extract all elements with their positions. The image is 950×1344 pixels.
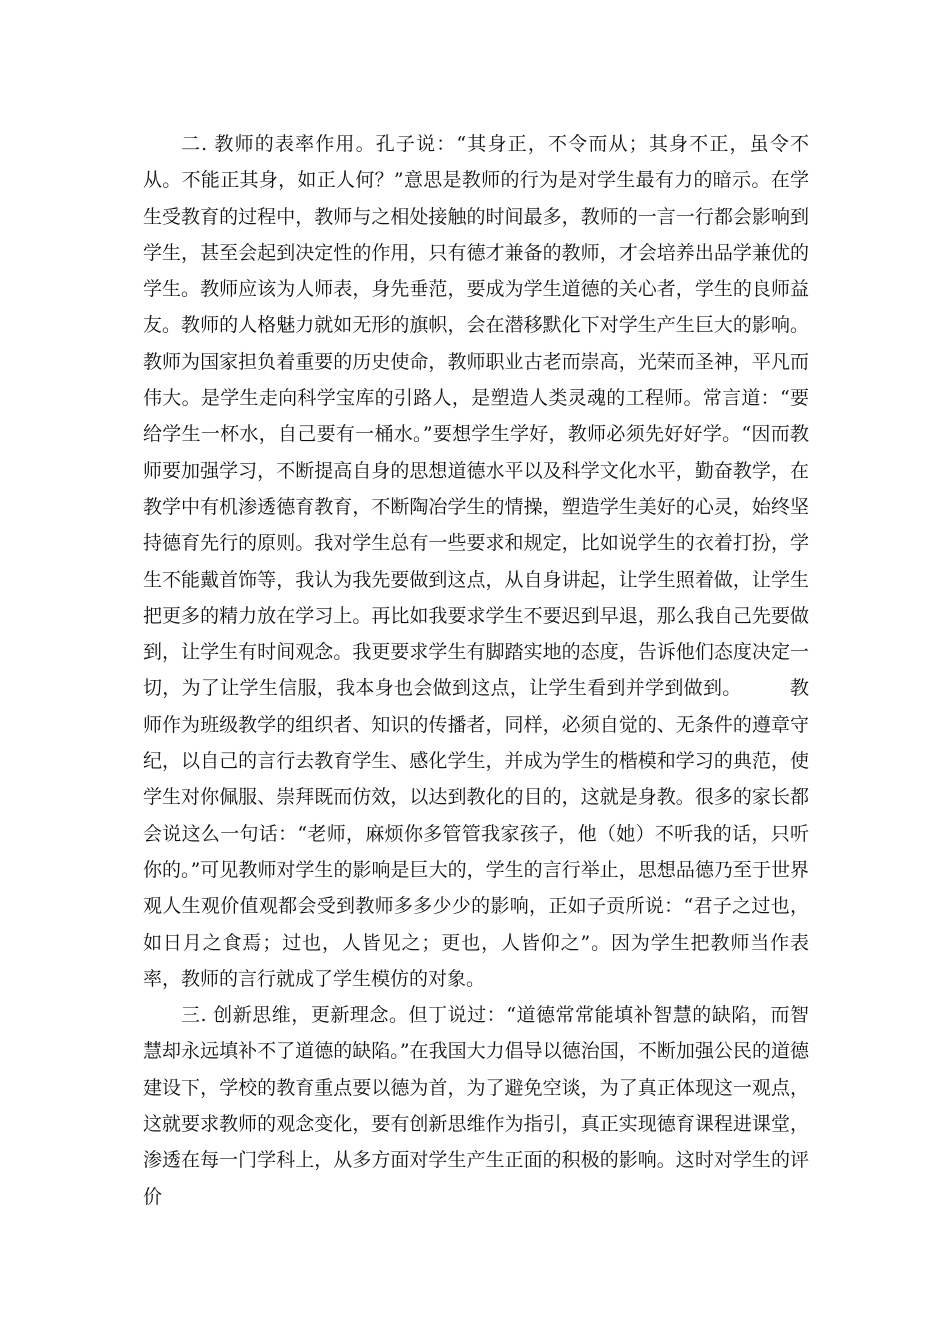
paragraph-innovative-thinking: 三. 创新思维，更新理念。但丁说过：“道德常常能填补智慧的缺陷，而智慧却永远填补不了道德的缺陷。”在我国大力倡导以德治国，不断加强公民的道德建设下，学校的教育重点要以德为首，为了避免空谈，为了真正体现这一观点，这就要求教师的观念变化，要有创新思维作为指引，真正实现德育课程进课堂，渗透在每一门学科上，从多方面对学生产生正面的积极的影响。这时对学生的评价 bbox=[143, 1004, 809, 1208]
paragraph-teacher-role-model: 二. 教师的表率作用。孔子说：“其身正，不令而从；其身不正，虽令不从。不能正其身，如正人何？”意思是教师的行为是对学生最有力的暗示。在学生受教育的过程中，教师与之相处接触的时间最多，教师的一言一行都会影响到学生，甚至会起到决定性的作用，只有德才兼备的教师，才会培养出品学兼优的学生。教师应该为人师表，身先垂范，要成为学生道德的关心者，学生的良师益友。教师的人格魅力就如无形的旗帜，会在潜移默化下对学生产生巨大的影响。教师为国家担负着重要的历史使命，教师职业古老而崇高，光荣而圣神，平凡而伟大。是学生走向科学宝库的引路人，是塑造人类灵魂的工程师。常言道：“要给学生一杯水，自己要有一桶水。”要想学生学好，教师必须先好好学。“因而教师要加强学习，不断提高自身的思想道德水平以及科学文化水平，勤奋教学，在教学中有机渗透德育教育，不断陶冶学生的情操，塑造学生美好的心灵，始终坚持德育先行的原则。我对学生总有一些要求和规定，比如说学生的衣着打扮，学生不能戴首饰等，我认为我先要做到这点，从自身讲起，让学生照着做，让学生把更多的精力放在学习上。再比如我要求学生不要迟到早退，那么我自己先要做到，让学生有时间观念。我更要求学生有脚踏实地的态度，告诉他们态度决定一切，为了让学生信服，我本身也会做到这点，让学生看到并学到做到。 教师作为班级教学的组织者、知识的传播者，同样，必须自觉的、无条件的遵章守纪，以自己的言行去教育学生、感化学生，并成为学生的楷模和学习的典范，使学生对你佩服、崇拜既而仿效，以达到教化的目的，这就是身教。很多的家长都会说这么一句话：“老师，麻烦你多管管我家孩子，他（她）不听我的话，只听你的。”可见教师对学生的影响是巨大的，学生的言行举止，思想品德乃至于世界观人生观价值观都会受到教师多多少少的影响，正如子贡所说：“君子之过也，如日月之食焉；过也，人皆见之；更也，人皆仰之”。因为学生把教师当作表率，教师的言行就成了学生模仿的对象。 bbox=[143, 133, 809, 990]
document-body bbox=[143, 126, 809, 1215]
